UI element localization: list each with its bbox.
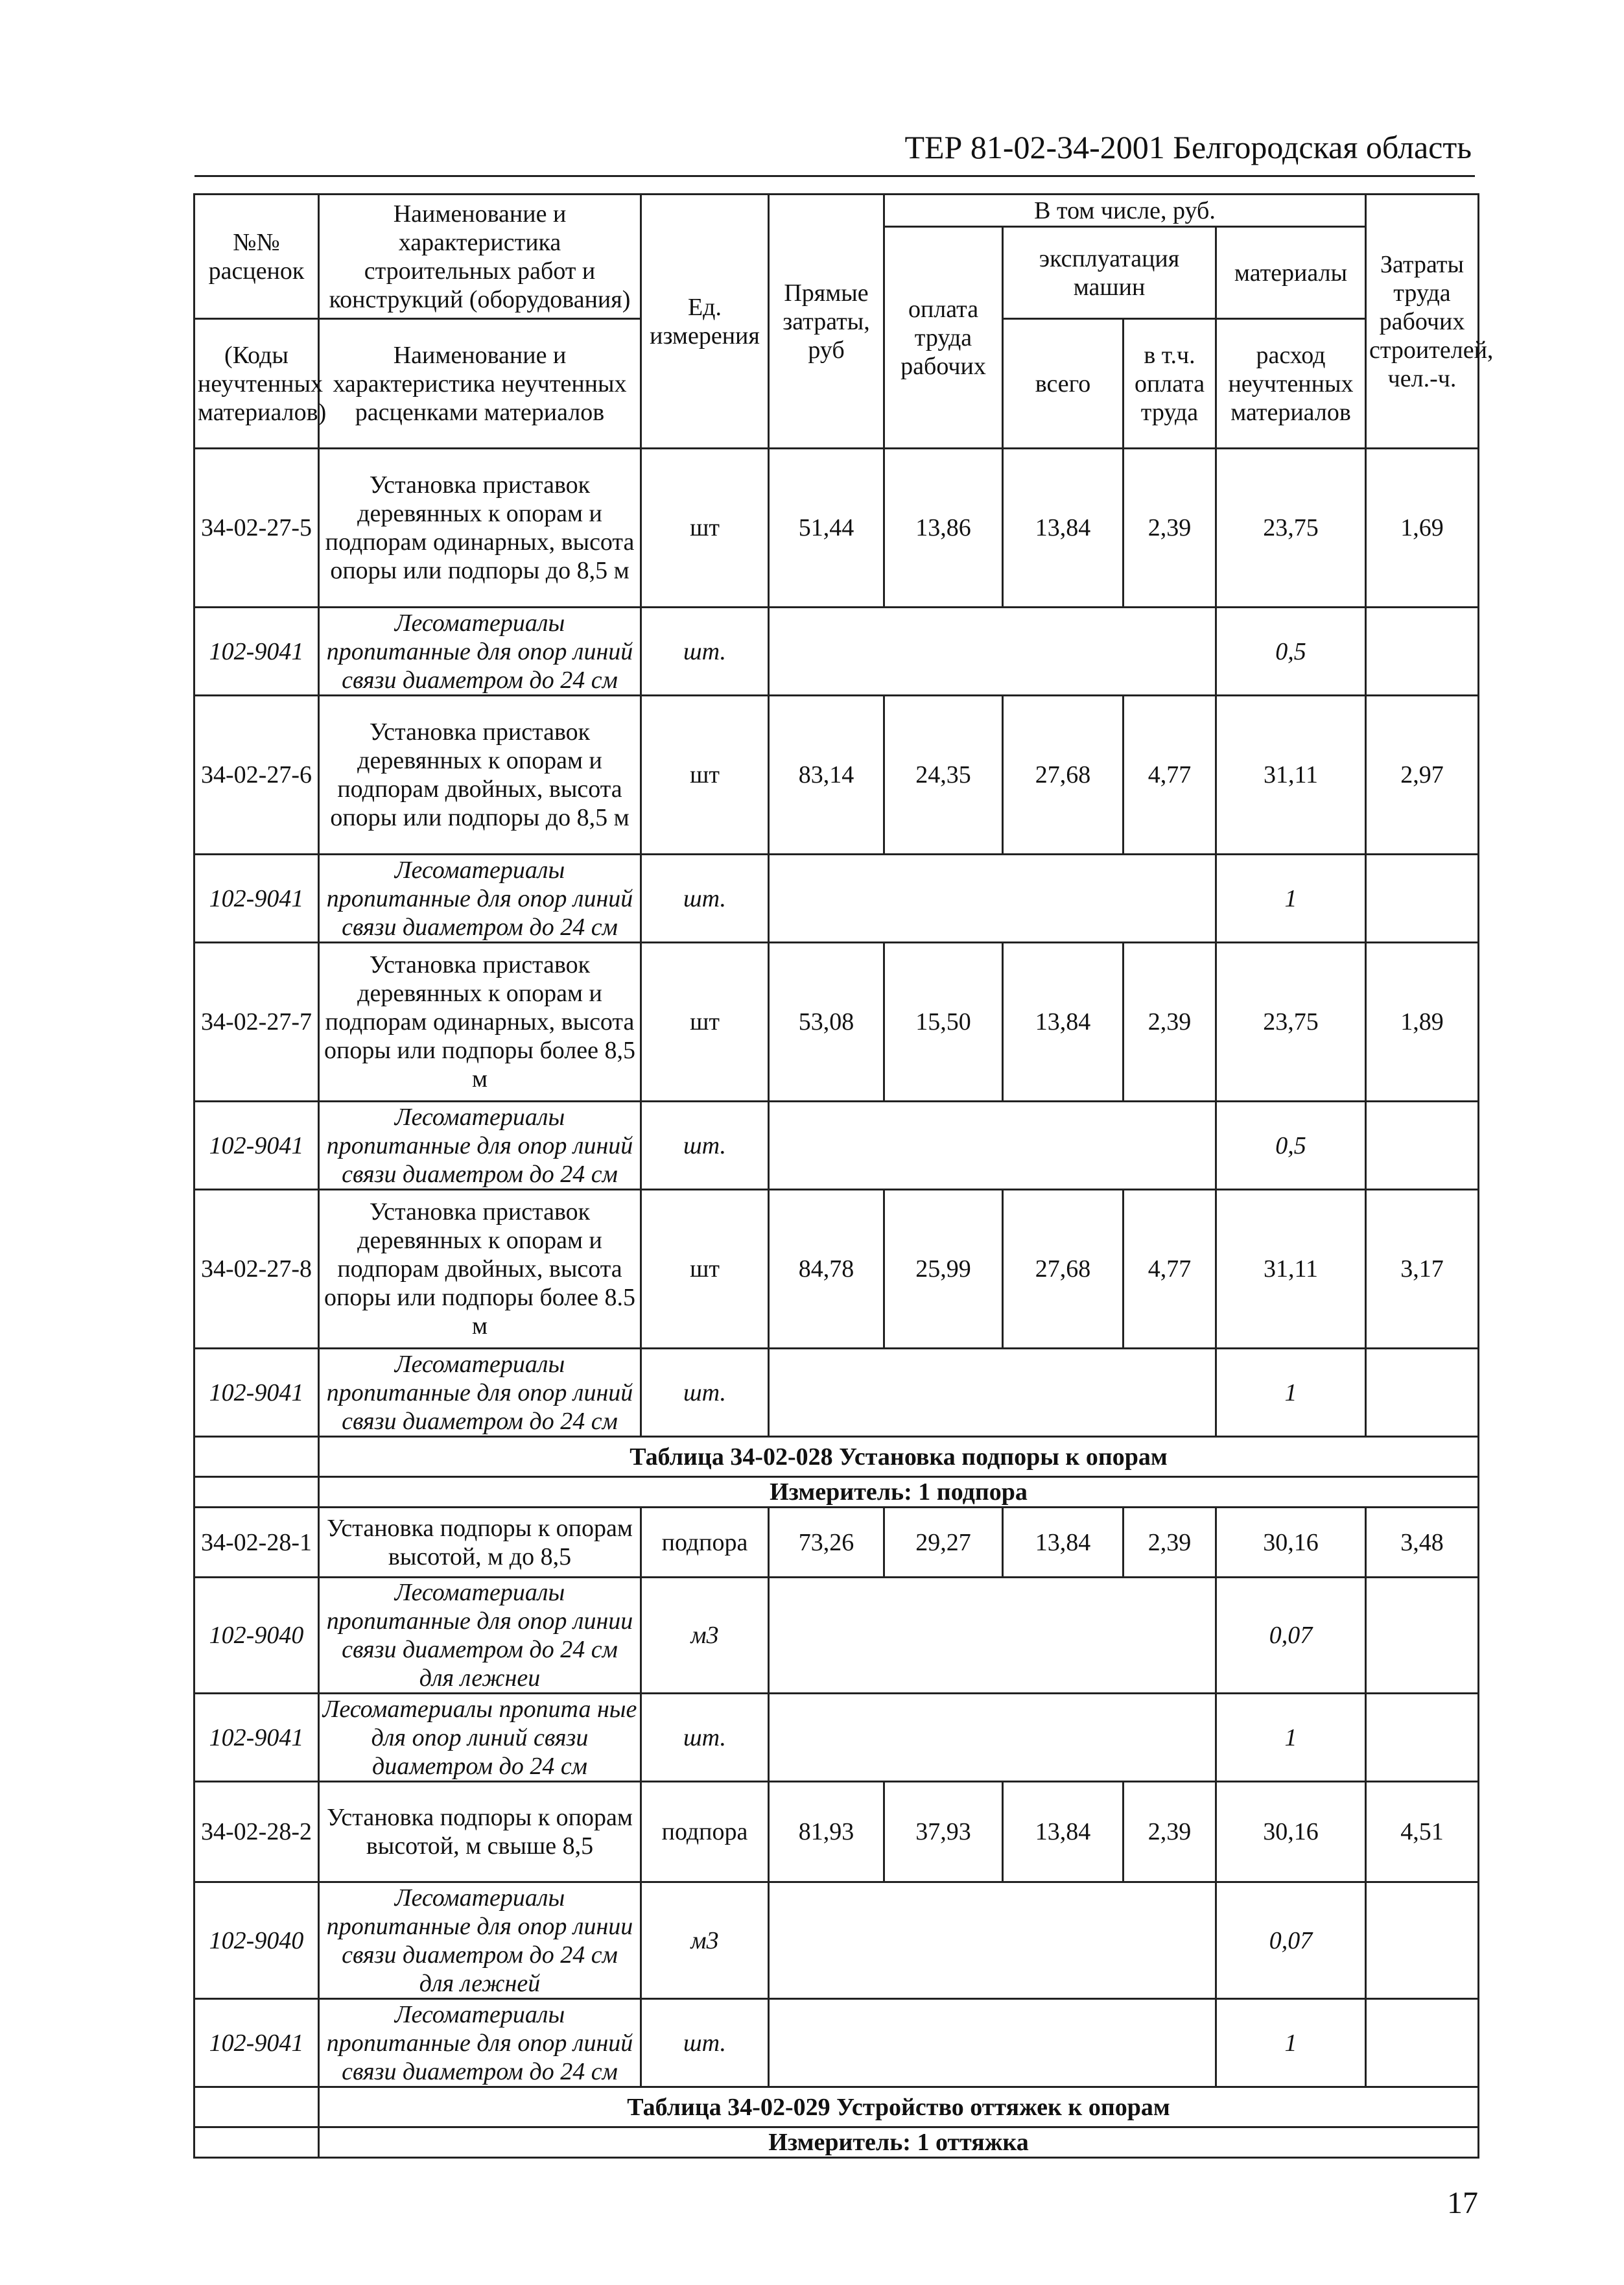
section-meter: Измеритель: 1 оттяжка — [319, 2127, 1479, 2158]
header-rule — [194, 175, 1475, 177]
material-row: 102-9041 Лесоматериалы пропитанные для опор линий связи диаметром до 24 см шт. 0,5 — [194, 608, 1479, 696]
hdr-laborcost: Затраты труда рабочих строителей, чел.-ч. — [1366, 195, 1479, 449]
hdr-name2: Наименование и характеристика неучтенных расценками материалов — [319, 319, 641, 449]
hdr-machlabor: в т.ч. оплата труда — [1124, 319, 1216, 449]
hdr-materials: материалы — [1216, 227, 1366, 319]
table-row: 34-02-27-7 Установка приставок деревянных к опорам и подпорам одинарных, высота опоры или подпоры более 8,5 м шт 53,08 15,50 13,84 2,39 23,75 1,89 — [194, 943, 1479, 1102]
header-row-1 — [194, 195, 1479, 227]
table-row: 34-02-28-1 Установка подпоры к опорам высотой, м до 8,5 подпора 73,26 29,27 13,84 2,39 30,16 3,48 — [194, 1508, 1479, 1578]
hdr-labor: оплата труда рабочих — [884, 227, 1003, 449]
document-header: ТЕР 81-02-34-2001 Белгородская область — [904, 129, 1472, 165]
table-row: 34-02-28-2 Установка подпоры к опорам высотой, м свыше 8,5 подпора 81,93 37,93 13,84 2,39 30,16 4,51 — [194, 1782, 1479, 1882]
section-title: Таблица 34-02-029 Устройство оттяжек к опорам — [319, 2087, 1479, 2127]
material-row: 102-9041 Лесоматериалы пропитанные для опор линий связи диаметром до 24 см шт. 1 — [194, 1349, 1479, 1437]
material-row: 102-9041 Лесоматериалы пропитанные для опор линий связи диаметром до 24 см шт. 1 — [194, 855, 1479, 943]
material-row: 102-9040 Лесоматериалы пропитанные для опор линии связи диаметром до 24 см для лежнеи м3 0,07 — [194, 1578, 1479, 1694]
section-meter-row — [194, 1477, 1479, 1508]
hdr-num: №№ расценок — [194, 195, 319, 319]
page-number: 17 — [1447, 2186, 1478, 2220]
hdr-machines: эксплуатация машин — [1003, 227, 1216, 319]
table-row: 34-02-27-5 Установка приставок деревянных к опорам и подпорам одинарных, высота опоры или подпоры до 8,5 м шт 51,44 13,86 13,84 2,39 23,75 1,69 — [194, 449, 1479, 608]
section-meter: Измеритель: 1 подпора — [319, 1477, 1479, 1508]
section-meter-row — [194, 2127, 1479, 2158]
table-row: 34-02-27-6 Установка приставок деревянных к опорам и подпорам двойных, высота опоры или подпоры до 8,5 м шт 83,14 24,35 27,68 4,77 31,11 2,97 — [194, 696, 1479, 855]
section-title-row — [194, 2087, 1479, 2127]
hdr-name: Наименование и характеристика строительных работ и конструкций (оборудования) — [319, 195, 641, 319]
hdr-consumption: расход неучтенных материалов — [1216, 319, 1366, 449]
material-row: 102-9041 Лесоматериалы пропитанные для опор линий связи диаметром до 24 см шт. 1 — [194, 1999, 1479, 2087]
price-table — [193, 193, 1494, 2159]
hdr-unit: Ед. измерения — [641, 195, 769, 449]
section-title: Таблица 34-02-028 Установка подпоры к опорам — [319, 1437, 1479, 1477]
hdr-direct: Прямые затраты, руб — [769, 195, 884, 449]
hdr-including: В том числе, руб. — [884, 195, 1366, 227]
table-row: 34-02-27-8 Установка приставок деревянных к опорам и подпорам двойных, высота опоры или подпоры более 8.5 м шт 84,78 25,99 27,68 4,77 31,11 3,17 — [194, 1190, 1479, 1349]
material-row: 102-9041 Лесоматериалы пропитанные для опор линий связи диаметром до 24 см шт. 0,5 — [194, 1102, 1479, 1190]
section-title-row — [194, 1437, 1479, 1477]
hdr-total: всего — [1003, 319, 1124, 449]
material-row: 102-9040 Лесоматериалы пропитанные для опор линии связи диаметром до 24 см для лежней м3 0,07 — [194, 1882, 1479, 1999]
hdr-codes: (Коды неучтенных материалов) — [194, 319, 319, 449]
material-row: 102-9041 Лесоматериалы пропита ные для опор линий связи диаметром до 24 см шт. 1 — [194, 1694, 1479, 1782]
